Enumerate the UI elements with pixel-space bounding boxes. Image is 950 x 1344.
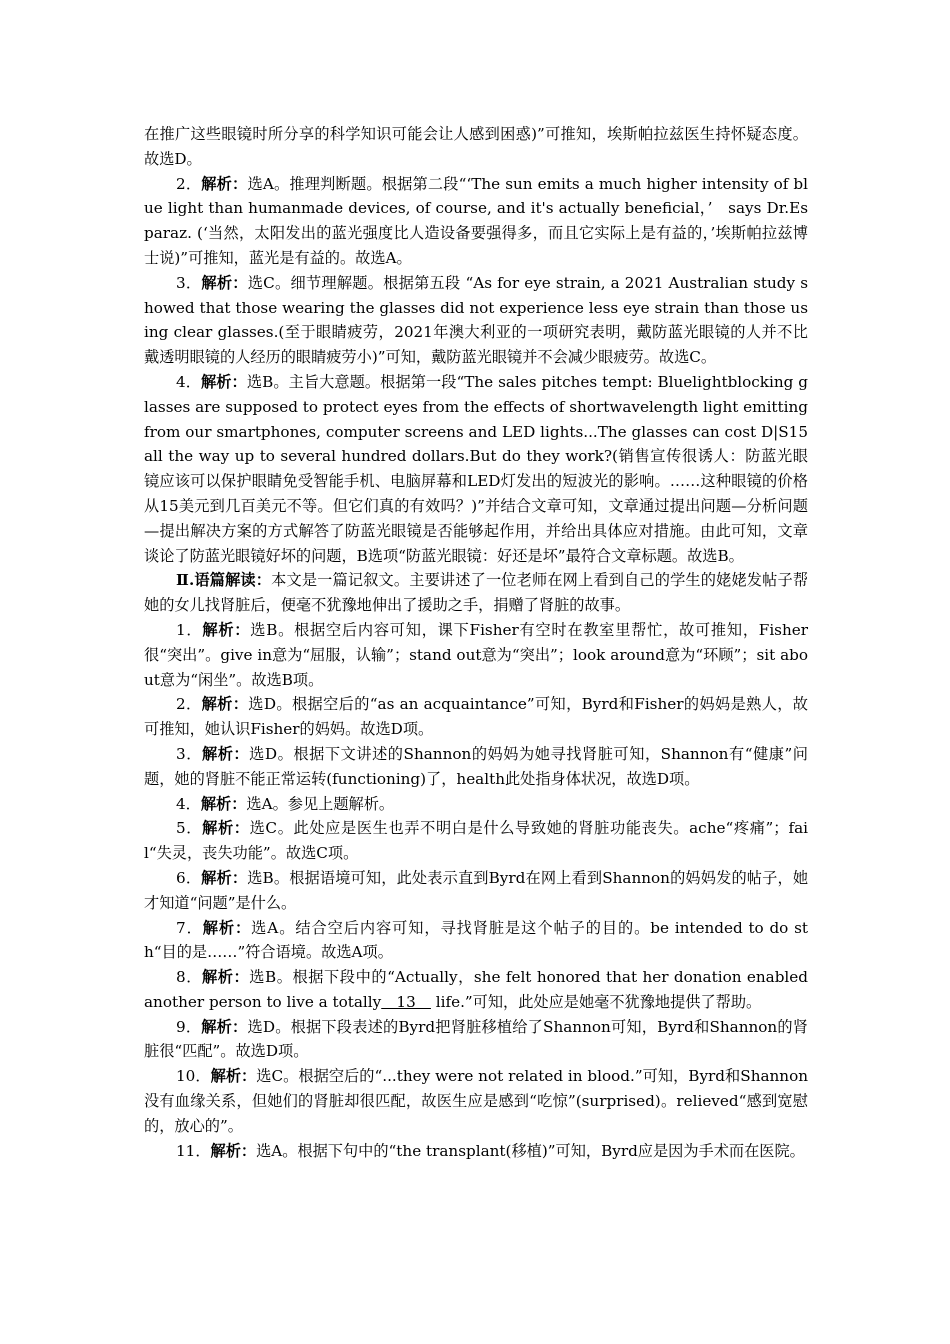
answer-paragraph xyxy=(144,370,808,568)
paragraph-text: 选B。主旨大意题。根据第一段“The sales pitches tempt: Bluelightblocking glasses are supposed to protect eyes from the effects of shortwavelength light emitting from our smartphones, computer screens and LED lights...The glasses can cost D|S15 all the way up to several hundred dollars.But do they work?(销售宣传很诱人：防蓝光眼镜应该可以保护眼睛免受智能手机、电脑屏幕和LED灯发出的短波光的影响。……这种眼镜的价格从15美元到几百美元不等。但它们真的有效吗？)”并结合文章可知，文章通过提出问题—分析问题—提出解决方案的方式解答了防蓝光眼镜是否能够起作用，并给出具体应对措施。由此可知，文章谈论了防蓝光眼镜好坏的问题，B选项“防蓝光眼镜：好还是坏”最符合文章标题。故选B。 xyxy=(144,372,808,565)
answer-paragraph xyxy=(144,1015,808,1065)
answer-paragraph xyxy=(144,1064,808,1138)
document-page xyxy=(144,122,808,1163)
paragraph-text: 选D。根据空后的“as an acquaintance”可知，Byrd和Fisher的妈妈是熟人，故可推知，她认识Fisher的妈妈。故选D项。 xyxy=(144,695,808,739)
question-number: 8． xyxy=(176,968,202,987)
paragraph-text: 选D。根据下段表述的Byrd把肾脏移植给了Shannon可知，Byrd和Shannon的肾脏很“匹配”。故选D项。 xyxy=(144,1017,808,1061)
answer-paragraph xyxy=(144,172,808,271)
question-number: 3． xyxy=(176,744,202,763)
question-number: 1． xyxy=(176,620,203,639)
answer-paragraph xyxy=(144,692,808,742)
analysis-label: 解析： xyxy=(201,1017,248,1036)
paragraph-text: 选A。推理判断题。根据第二段“‘The sun emits a much higher intensity of blue light than humanmade devices, of course, and it's actually beneficial，’ says Dr.Esparaz. (‘当然，太阳发出的蓝光强度比人造设备要强得多，而且它实际上是有益的，’埃斯帕拉兹博士说)”可推知，蓝光是有益的。故选A。 xyxy=(144,174,809,267)
analysis-label: 解析： xyxy=(202,918,252,937)
answer-paragraph xyxy=(144,816,808,866)
paragraph-text: 在推广这些眼镜时所分享的科学知识可能会让人感到困惑)”可推知，埃斯帕拉兹医生持怀疑态度。故选D。 xyxy=(144,125,808,168)
paragraph-text: 选C。根据空后的“...they were not related in blood.”可知，Byrd和Shannon没有血缘关系，但她们的肾脏却很匹配，故医生应是感到“吃惊”(surprised)。relieved“感到宽慰的，放心的”。 xyxy=(144,1067,809,1135)
question-number: 5． xyxy=(176,819,203,838)
paragraph-text: 本文是一篇记叙文。主要讲述了一位老师在网上看到自己的学生的姥姥发帖子帮她的女儿找肾脏后，便毫不犹豫地伸出了援助之手，捐赠了肾脏的故事。 xyxy=(144,571,808,615)
answer-paragraph xyxy=(144,965,808,1015)
analysis-label: 解析： xyxy=(201,372,247,391)
answer-paragraph xyxy=(144,271,808,370)
paragraph-text: 选C。此处应是医生也弄不明白是什么导致她的肾脏功能丧失。ache“疼痛”；fail“失灵，丧失功能”。故选C项。 xyxy=(144,819,808,863)
answer-paragraph xyxy=(144,122,808,172)
analysis-label: 解析： xyxy=(201,695,249,714)
analysis-label: Ⅱ.语篇解读： xyxy=(176,571,272,590)
question-number: 7． xyxy=(176,918,203,937)
paragraph-text: 选B。根据语境可知，此处表示直到Byrd在网上看到Shannon的妈妈发的帖子，她才知道“问题”是什么。 xyxy=(144,868,809,912)
fill-blank: 13 xyxy=(381,992,431,1011)
answer-paragraph xyxy=(144,1139,808,1164)
paragraph-text: 选D。根据下文讲述的Shannon的妈妈为她寻找肾脏可知，Shannon有“健康”问题，她的肾脏不能正常运转(functioning)了，health此处指身体状况，故选D项。 xyxy=(144,744,808,788)
paragraph-text: 选B。根据空后内容可知，课下Fisher有空时在教室里帮忙，故可推知，Fisher很“突出”。give in意为“屈服，认输”；stand out意为“突出”；look around意为“环顾”；sit about意为“闲坐”。故选B项。 xyxy=(144,620,808,689)
question-number: 6． xyxy=(176,868,202,887)
analysis-label: 解析： xyxy=(210,1067,257,1086)
question-number: 10． xyxy=(176,1067,211,1086)
question-number: 11． xyxy=(176,1141,211,1160)
question-number: 9． xyxy=(176,1017,202,1036)
question-number: 4． xyxy=(176,372,202,391)
analysis-label: 解析： xyxy=(201,868,248,887)
analysis-label: 解析： xyxy=(201,273,248,292)
analysis-label: 解析： xyxy=(200,794,247,813)
paragraph-text: 选A。根据下句中的“the transplant(移植)”可知，Byrd应是因为手术而在医院。 xyxy=(256,1141,805,1160)
analysis-label: 解析： xyxy=(201,744,250,763)
question-number: 2． xyxy=(176,174,202,193)
analysis-label: 解析： xyxy=(202,819,250,838)
answer-paragraph xyxy=(144,792,808,817)
analysis-label: 解析： xyxy=(202,968,250,987)
question-number: 2． xyxy=(176,695,202,714)
question-number: 4． xyxy=(176,794,201,813)
paragraph-text: 选C。细节理解题。根据第五段 “As for eye strain, a 2021 Australian study showed that those wearing the glasses did not experience less eye strain than those using clear glasses.(至于眼睛疲劳，2021年澳大利亚的一项研究表明，戴防蓝光眼镜的人并不比戴透明眼镜的人经历的眼睛疲劳小)”可知，戴防蓝光眼镜并不会减少眼疲劳。故选C。 xyxy=(144,273,808,367)
answer-paragraph xyxy=(144,618,808,692)
analysis-label: 解析： xyxy=(202,620,251,639)
answer-paragraph xyxy=(144,916,808,966)
analysis-label: 解析： xyxy=(210,1141,257,1160)
answer-paragraph xyxy=(144,866,808,916)
answer-paragraph xyxy=(144,568,808,618)
paragraph-text-continued: life.”可知，此处应是她毫不犹豫地提供了帮助。 xyxy=(430,992,762,1011)
paragraph-text: 选A。结合空后内容可知，寻找肾脏是这个帖子的目的。be intended to do sth“目的是……”符合语境。故选A项。 xyxy=(144,918,808,962)
answer-paragraph xyxy=(144,742,808,792)
analysis-label: 解析： xyxy=(201,174,248,193)
paragraph-text: 选A。参见上题解析。 xyxy=(246,794,395,813)
paragraph-text: 选B。根据下段中的“Actually，she felt honored that her donation enabled another person to live a totally xyxy=(144,968,809,1011)
question-number: 3． xyxy=(176,273,202,292)
